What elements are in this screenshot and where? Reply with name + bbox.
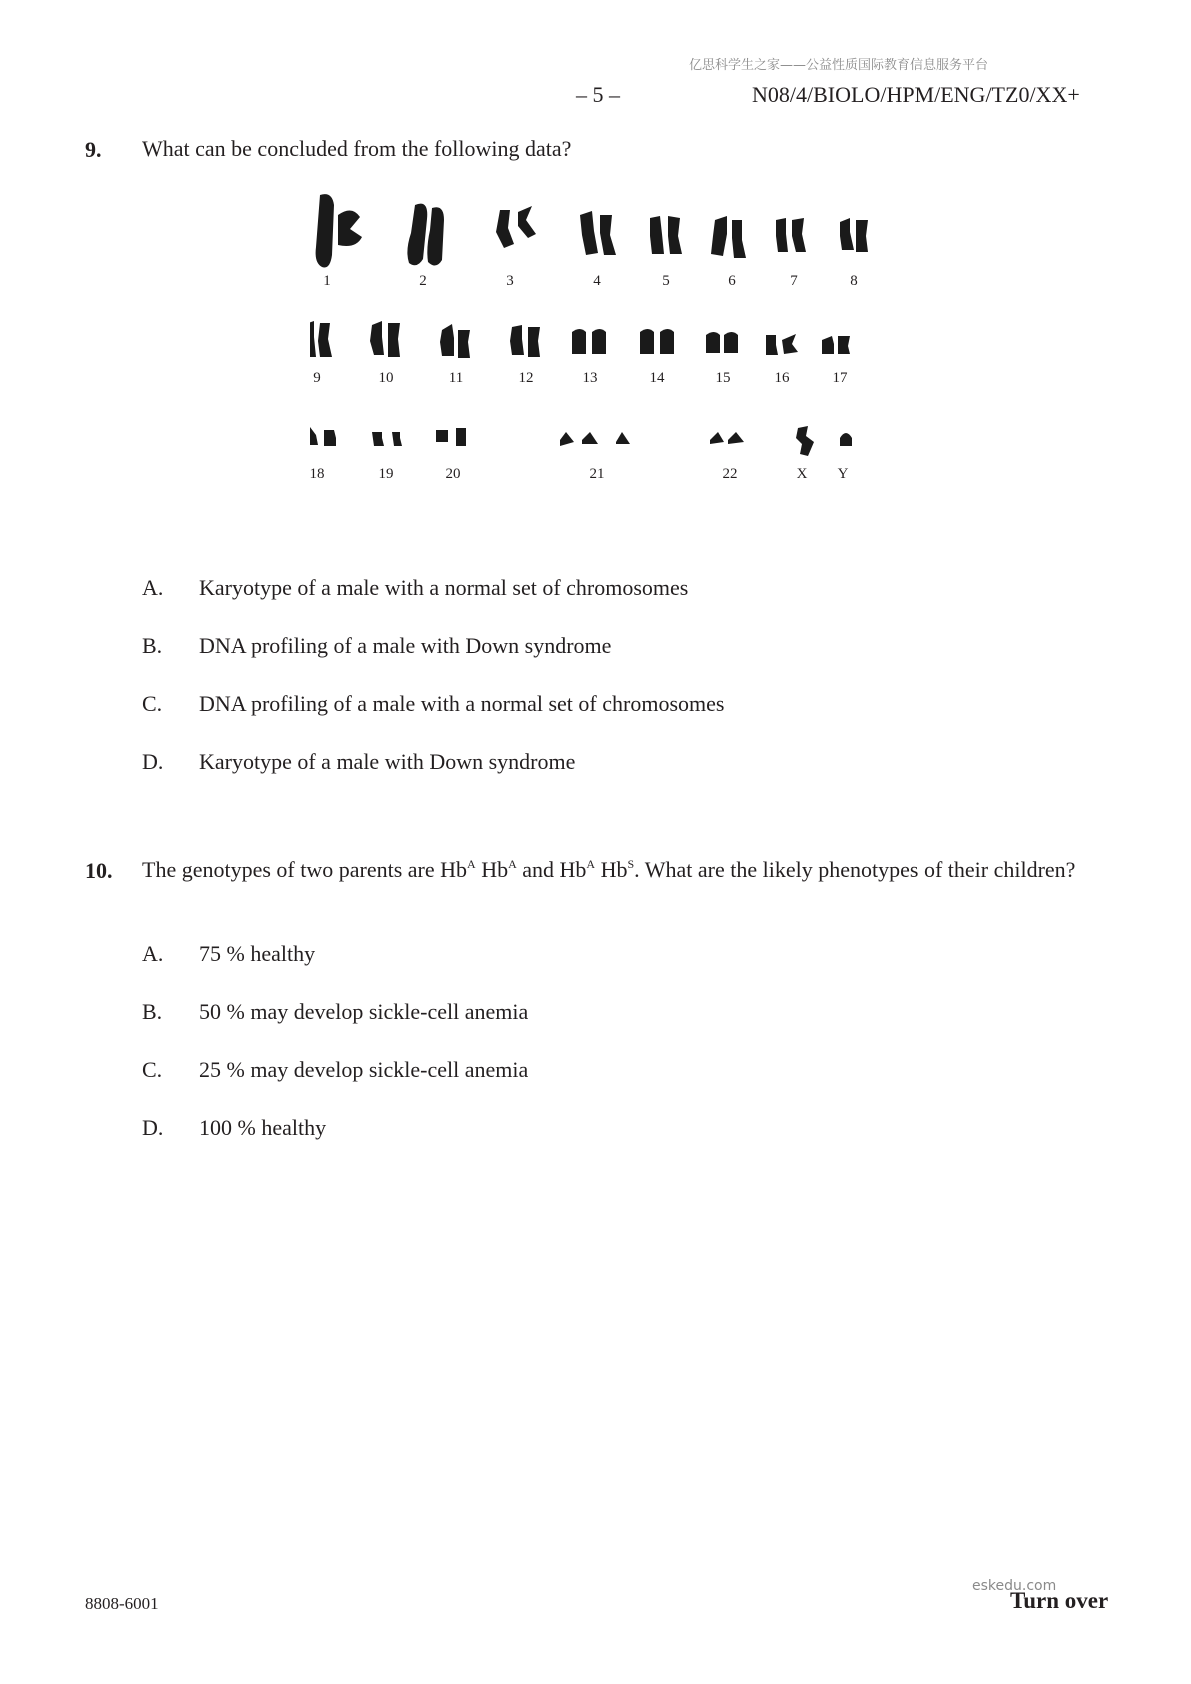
chromosome-pair-2 <box>407 204 444 266</box>
q9-option-c-text: DNA profiling of a male with a normal set of chromosomes <box>199 691 725 716</box>
turn-over: Turn over <box>1010 1588 1109 1613</box>
chromosome-pair-3 <box>496 206 536 248</box>
chromosome-pair-6 <box>711 216 746 258</box>
chromosome-pair-12 <box>510 325 540 357</box>
chromosome-pair-11 <box>440 324 470 358</box>
label-3: 3 <box>506 273 514 289</box>
q10-option-b-text: 50 % may develop sickle-cell anemia <box>199 999 529 1024</box>
question-9-text: What can be concluded from the following data? <box>142 136 572 161</box>
chromosome-pair-9 <box>310 321 332 357</box>
q10-option-b-letter: B. <box>142 999 163 1024</box>
label-11: 11 <box>448 370 464 386</box>
chromosome-pair-19 <box>372 432 402 446</box>
exam-code: N08/4/BIOLO/HPM/ENG/TZ0/XX+ <box>752 82 1080 107</box>
chromosome-pair-15 <box>706 332 738 353</box>
q9-option-c-letter: C. <box>142 691 163 716</box>
chromosome-y <box>840 433 852 446</box>
label-13: 13 <box>582 370 598 386</box>
label-21: 21 <box>589 466 605 482</box>
chromosome-pair-18 <box>310 427 336 446</box>
q10-option-a-text: 75 % healthy <box>199 941 316 966</box>
question-10-number: 10. <box>85 858 113 883</box>
q9-option-d-letter: D. <box>142 749 164 774</box>
q10-option-a-letter: A. <box>142 941 164 966</box>
q9-option-b-letter: B. <box>142 633 163 658</box>
q10-option-d-letter: D. <box>142 1115 164 1140</box>
chromosome-pair-17 <box>822 336 850 354</box>
q9-option-a-text: Karyotype of a male with a normal set of chromosomes <box>199 575 689 600</box>
karyotype-figure <box>310 190 950 520</box>
label-7: 7 <box>790 273 798 289</box>
q9-option-b-text: DNA profiling of a male with Down syndrome <box>199 633 612 658</box>
question-10-text: The genotypes of two parents are $Hb^A$ $Hb^A$ and $Hb^A$ $Hb^S$. What are the likely phenotypes of their children? <box>142 857 1076 882</box>
label-8: 8 <box>850 273 858 289</box>
q10-option-c-letter: C. <box>142 1057 163 1082</box>
label-1: 1 <box>323 273 331 289</box>
q9-option-d-text: Karyotype of a male with Down syndrome <box>199 749 576 774</box>
chromosome-set-21 <box>560 432 630 446</box>
label-22: 22 <box>722 466 738 482</box>
chromosome-pair-14 <box>640 329 674 354</box>
chromosome-pair-5 <box>650 216 682 254</box>
chromosome-pair-20 <box>436 428 466 446</box>
footer-code: 8808-6001 <box>85 1594 159 1613</box>
q10-option-c-text: 25 % may develop sickle-cell anemia <box>199 1057 529 1082</box>
label-14: 14 <box>649 370 665 386</box>
label-4: 4 <box>593 273 601 289</box>
chromosome-pair-13 <box>572 329 606 354</box>
label-12: 12 <box>518 370 534 386</box>
header-watermark: 亿思科学生之家——公益性质国际教育信息服务平台 <box>689 58 989 73</box>
q10-option-d-text: 100 % healthy <box>199 1115 327 1140</box>
chromosome-pair-7 <box>776 218 806 252</box>
footer-watermark: eskedu.com <box>972 1578 1057 1594</box>
label-17: 17 <box>832 370 848 386</box>
label-x: X <box>796 466 808 482</box>
label-6: 6 <box>728 273 736 289</box>
q9-option-a-letter: A. <box>142 575 164 600</box>
label-18: 18 <box>310 466 325 482</box>
page-number: – 5 – <box>576 82 620 107</box>
label-2: 2 <box>419 273 427 289</box>
chromosome-pair-8 <box>840 218 868 252</box>
chromosome-x <box>796 426 814 456</box>
chromosome-pair-1 <box>316 194 362 267</box>
label-15: 15 <box>715 370 731 386</box>
label-5: 5 <box>662 273 670 289</box>
chromosome-pair-16 <box>766 334 798 355</box>
label-19: 19 <box>378 466 394 482</box>
chromosome-pair-22 <box>710 432 744 444</box>
label-16: 16 <box>774 370 790 386</box>
question-9-number: 9. <box>85 137 102 162</box>
label-10: 10 <box>378 370 394 386</box>
label-y: Y <box>837 466 849 482</box>
chromosome-pair-10 <box>370 321 400 357</box>
label-20: 20 <box>445 466 461 482</box>
chromosome-pair-4 <box>580 211 616 255</box>
label-9: 9 <box>313 370 321 386</box>
